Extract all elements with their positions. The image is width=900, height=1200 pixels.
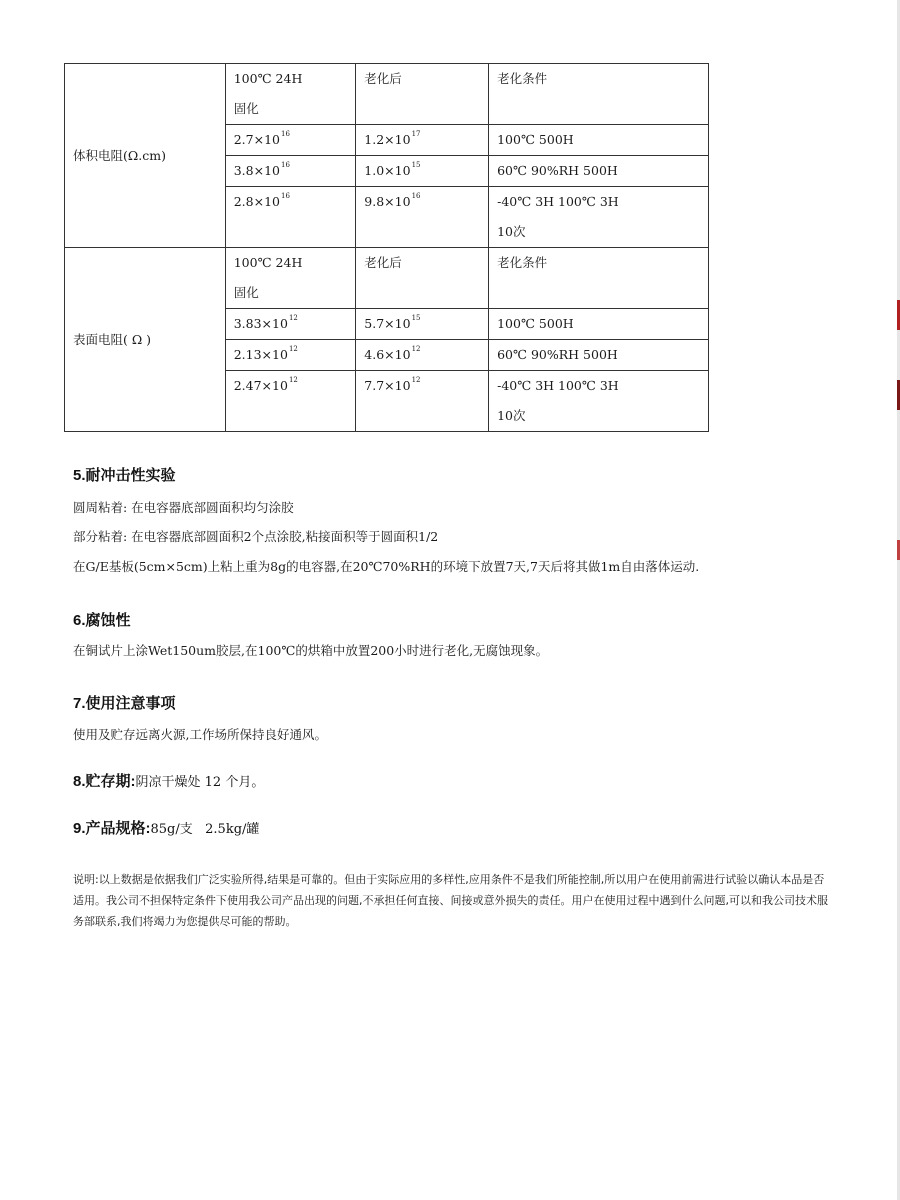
section-5-title: 5.耐冲击性实验 bbox=[73, 467, 176, 484]
cell-cured: $2.13\times 10^{12}$ bbox=[225, 340, 356, 371]
cell-condition: 100℃ 500H bbox=[489, 125, 709, 156]
header-aged: 老化后 bbox=[356, 248, 489, 309]
header-aged: 老化后 bbox=[356, 64, 489, 125]
header-cure-line2: 固化 bbox=[233, 101, 259, 116]
cell-condition: 60℃ 90%RH 500H bbox=[489, 156, 709, 187]
row-label-surface-resistance: 表面电阻( Ω ) bbox=[65, 248, 226, 432]
section-5-line-3: 在G/E基板(5cm×5cm)上粘上重为8g的电容器,在20℃70%RH的环境下放置7天,7天后将其做1m自由落体运动. bbox=[73, 559, 700, 574]
header-cure-cell bbox=[225, 248, 356, 309]
cell-aged: $5.7\times 10^{15}$ bbox=[356, 309, 489, 340]
disclaimer-note: 说明:以上数据是依据我们广泛实验所得,结果是可靠的。但由于实际应用的多样性,应用条件不是我们所能控制,所以用户在使用前需进行试验以确认本品是否适用。我公司不担保特定条件下使用我公司产品出现的问题,不承担任何直接、间接或意外损失的责任。用户在使用过程中遇到什么问题,可以和我公司技术服务部联系,我们将竭力为您提供尽可能的帮助。 bbox=[73, 873, 828, 928]
section-9-title: 9.产品规格: bbox=[73, 820, 151, 837]
header-cure-cell bbox=[225, 64, 356, 125]
cell-cured: $3.83\times 10^{12}$ bbox=[225, 309, 356, 340]
cell-cured: $2.7\times 10^{16}$ bbox=[225, 125, 356, 156]
header-aging-condition: 老化条件 bbox=[489, 64, 709, 125]
section-6-title: 6.腐蚀性 bbox=[73, 612, 131, 629]
section-5-line-1: 圆周粘着: 在电容器底部圆面积均匀涂胶 bbox=[73, 500, 294, 515]
header-cure-line1: 100℃ 24H bbox=[233, 255, 303, 270]
section-7-text: 使用及贮存远离火源,工作场所保持良好通风。 bbox=[73, 727, 327, 742]
table-row bbox=[65, 64, 709, 125]
section-6-text: 在铜试片上涂Wet150um胶层,在100℃的烘箱中放置200小时进行老化,无腐蚀现象。 bbox=[73, 643, 549, 658]
cell-condition: -40℃ 3H 100℃ 3H 10次 bbox=[489, 187, 709, 248]
cell-cured: $2.8\times 10^{16}$ bbox=[225, 187, 356, 248]
cell-cured: $3.8\times 10^{16}$ bbox=[225, 156, 356, 187]
cell-aged: $1.2\times 10^{17}$ bbox=[356, 125, 489, 156]
cell-condition: 100℃ 500H bbox=[489, 309, 709, 340]
row-label-volume-resistance: 体积电阻(Ω.cm) bbox=[65, 64, 226, 248]
cell-condition: 60℃ 90%RH 500H bbox=[489, 340, 709, 371]
section-5-line-2: 部分粘着: 在电容器底部圆面积2个点涂胶,粘接面积等于圆面积1/2 bbox=[73, 529, 439, 544]
section-8-text: 阴凉干燥处 12 个月。 bbox=[135, 775, 265, 790]
section-7-title: 7.使用注意事项 bbox=[73, 695, 176, 712]
cell-condition: -40℃ 3H 100℃ 3H 10次 bbox=[489, 371, 709, 432]
section-9 bbox=[73, 817, 259, 838]
cell-aged: $7.7\times 10^{12}$ bbox=[356, 371, 489, 432]
header-cure-line1: 100℃ 24H bbox=[233, 71, 303, 86]
header-aging-condition: 老化条件 bbox=[489, 248, 709, 309]
table-row bbox=[65, 248, 709, 309]
cell-cured: $2.47\times 10^{12}$ bbox=[225, 371, 356, 432]
cell-aged: $1.0\times 10^{15}$ bbox=[356, 156, 489, 187]
cell-aged: $4.6\times 10^{12}$ bbox=[356, 340, 489, 371]
section-9-text: 85g/支 2.5kg/罐 bbox=[150, 822, 260, 837]
section-8 bbox=[73, 770, 264, 791]
section-8-title: 8.贮存期: bbox=[73, 773, 136, 790]
cell-aged: $9.8\times 10^{16}$ bbox=[356, 187, 489, 248]
resistance-table bbox=[64, 63, 709, 432]
header-cure-line2: 固化 bbox=[233, 285, 259, 300]
